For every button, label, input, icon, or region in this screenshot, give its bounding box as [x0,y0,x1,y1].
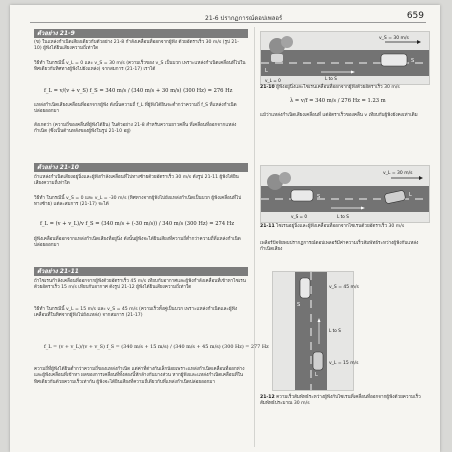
column-divider [254,27,255,447]
ambulance-icon [381,54,407,66]
running-head: 21-6 ปรากฏการณ์ดอปเพลอร์ [205,15,283,22]
velocity-label: v_S = 30 m/s [379,36,409,41]
example-formula: f_L = (v + v_L)/(v + v_S) f_S = (340 m/s + 15 m/s) / (340 m/s + 45 m/s) (300 Hz) = 277 Hz [44,344,269,350]
source-label: S [411,58,415,64]
header-rule [30,22,426,23]
example-header-2: ตัวอย่าง 21-10 [34,163,248,172]
example-text: สังเกตว่า (ความถี่ของคลื่นที่ผู้ฟังได้ยิน) ในตัวอย่าง 21-8 สำหรับความยาวคลื่น ที่เคลื่อนที่ออกจากแหล่งกำเนิด (ซึ่งเป็นด้านหลังของผู้ฟังในรูป 21-10 อยู่) [34,123,237,135]
figure-caption: 21-10 ผู้ฟังอยู่นิ่งและไซเรนเคลื่อนที่ออกจากผู้ฟังด้วยอัตราเร็ว 30 m/s [260,85,400,90]
figure-21-12 [272,271,359,391]
example-text: ผู้ฟังเคลื่อนที่ออกจากแหล่งกำเนิดเสียงที่อยู่นิ่ง ดังนั้นผู้ฟังจะได้ยินเสียงที่ความถี่ต่ำกว่าความถี่ที่แหล่งกำเนิดปล่อยออกมา [34,237,241,249]
arrowhead-icon [417,40,421,44]
velocity-label: v_L = 30 m/s [383,171,413,176]
book-page [10,5,440,452]
example-header-1: ตัวอย่าง 21-9 [34,29,248,38]
car-icon [313,352,323,370]
velocity-label: v_S = 45 m/s [329,285,359,290]
figure-formula: λ = v/f = 340 m/s / 276 Hz = 1.23 m [290,98,386,104]
figure-21-11 [260,165,430,223]
page-number: 659 [406,11,424,21]
direction-label: L to S [325,76,337,81]
example-formula: f_L = (v + v_L)/v f_S = (340 m/s + (-30 m/s)) / 340 m/s (300 Hz) = 274 Hz [40,221,235,227]
example-text: แหล่งกำเนิดเสียงเคลื่อนที่ออกจากผู้ฟัง ดังนั้นความถี่ f_L ที่ผู้ฟังได้ยินจะต่ำกว่าความถี่ f_S ที่แหล่งกำเนิดปล่อยออกมา [34,103,237,115]
example-text: ถ้าแหล่งกำเนิดเสียงอยู่นิ่งและผู้ฟังกำลังเคลื่อนที่ไปทางซ้ายด้วยอัตราเร็ว 30 m/s ดังรูป 21-11 ผู้ฟังได้ยินเสียงความถี่เท่าใด [34,175,239,187]
tree-icon [281,36,293,48]
arrowhead-icon [419,176,423,180]
listener-label: L [409,192,412,198]
figure-note: แม้ว่าแหล่งกำเนิดเสียงเคลื่อนที่ แต่อัตราเร็วของคลื่น v เทียบกับผู้ฟังยังคงเท่าเดิม [260,113,418,118]
direction-label: L to S [337,214,349,219]
source-label: S [297,302,301,308]
source-label: S [317,194,321,200]
figure-21-10-drawing [261,32,429,84]
listener-label: L [315,372,318,378]
example-text: ความถี่ที่ผู้ฟังได้ยินต่ำกว่าความถี่ของแหล่งกำเนิด แต่ค่าที่ต่างกันเล็กน้อยเพราะแหล่งกำเนิดเคลื่อนที่ออกห่างและผู้ฟังเคลื่อนที่เข้าหา ผลของการเคลื่อนที่ทั้งสองนี้หักล้างกันบางส่วน หากผู้ฟังและแหล่งกำเนิดเคลื่อนที่ในทิศเดียวกันด้วยความเร็วเท่ากัน ผู้ฟังจะได้ยินเสียงที่ความถี่เดียวกับที่แหล่งกำเนิดปล่อยออกมา [34,367,245,385]
velocity-label: v_L = 15 m/s [329,361,359,366]
figure-caption: 21-11 ไซเรนอยู่นิ่งและผู้ฟังเคลื่อนที่ออกจากไซเรนด้วยอัตราเร็ว 30 m/s [260,224,405,229]
figure-caption: 21-12 ความเร็วสัมพัทธ์ระหว่างผู้ฟังกับไซเรนที่เคลื่อนที่ออกจากผู้ฟังด้วยความเร็วสัมพัทธ์ประมาณ 30 m/s [260,395,421,407]
direction-label: L to S [329,328,341,333]
figure-21-11-drawing [261,166,429,222]
figure-note: เพลีอร์ปัจจัยพบปรากฏการณ์ดอปเพลอร์มีค่าความเร็วสัมพัทธ์ระหว่างผู้ฟังกับแหล่งกำเนิดเสียง [260,241,419,253]
figure-21-10 [260,31,430,85]
tree-icon [279,172,291,184]
listener-label: L [265,68,268,74]
source-velocity-label: v_S = 0 [291,214,308,219]
example-formula: f_L = v/(v + v_S) f_S = 340 m/s / (340 m/s + 30 m/s) (300 Hz) = 276 Hz [44,88,233,94]
example-header-3: ตัวอย่าง 21-11 [34,267,248,276]
example-text: ถ้าไซเรนกำลังเคลื่อนที่ออกจากผู้ฟังด้วยอัตราเร็ว 45 m/s เทียบกับอากาศและผู้ฟังกำลังเคลื่อนที่เข้าหาไซเรนด้วยอัตราเร็ว 15 m/s เทียบกับอากาศ ดังรูป 21-12 ผู้ฟังได้ยินเสียงความถี่เท่าใด [34,279,246,291]
listener-figure [271,54,283,62]
listener-velocity-label: v_L = 0 [265,78,281,83]
example-solution: วิธีทำ ในกรณีนี้ v_L = 15 m/s และ v_S = 45 m/s (ความเร็วทั้งคู่เป็นบวก เพราะแหล่งกำเนิดและผู้ฟังเคลื่อนที่ในทิศจากผู้ฟังไปยังแหล่ง) จากสมการ (21-17) [34,307,238,319]
figure-21-12-drawing [273,272,359,390]
example-text: (ข) ในแหล่งกำเนิดเสียงเดียวกับตัวอย่าง 21-8 กำลังเคลื่อนที่ออกจากผู้ฟัง ด้วยอัตราเร็ว 30 m/s (รูป 21-10) ผู้ฟังได้ยินเสียงความถี่เท่าใด [34,40,239,52]
ambulance-icon [291,190,313,201]
example-solution: วิธีทำ ในกรณีนี้ v_S = 0 และ v_L = -30 m/s (ทิศทางจากผู้ฟังไปยังแหล่งกำเนิดเป็นบวก ผู้ฟังเคลื่อนที่ไปทางซ้าย) แต่ละสมการ (21-17) จะได้ [34,196,242,208]
example-solution: วิธีทำ ในกรณีนี้ v_L = 0 และ v_S = 30 m/s (ความเร็วของ v_S เป็นบวก เพราะแหล่งกำเนิดเคลื่อนที่ไปในทิศเดียวกับทิศทางผู้ฟังไปยังแหล่ง) จากสมการ (21-17) เราได้ [34,61,246,73]
